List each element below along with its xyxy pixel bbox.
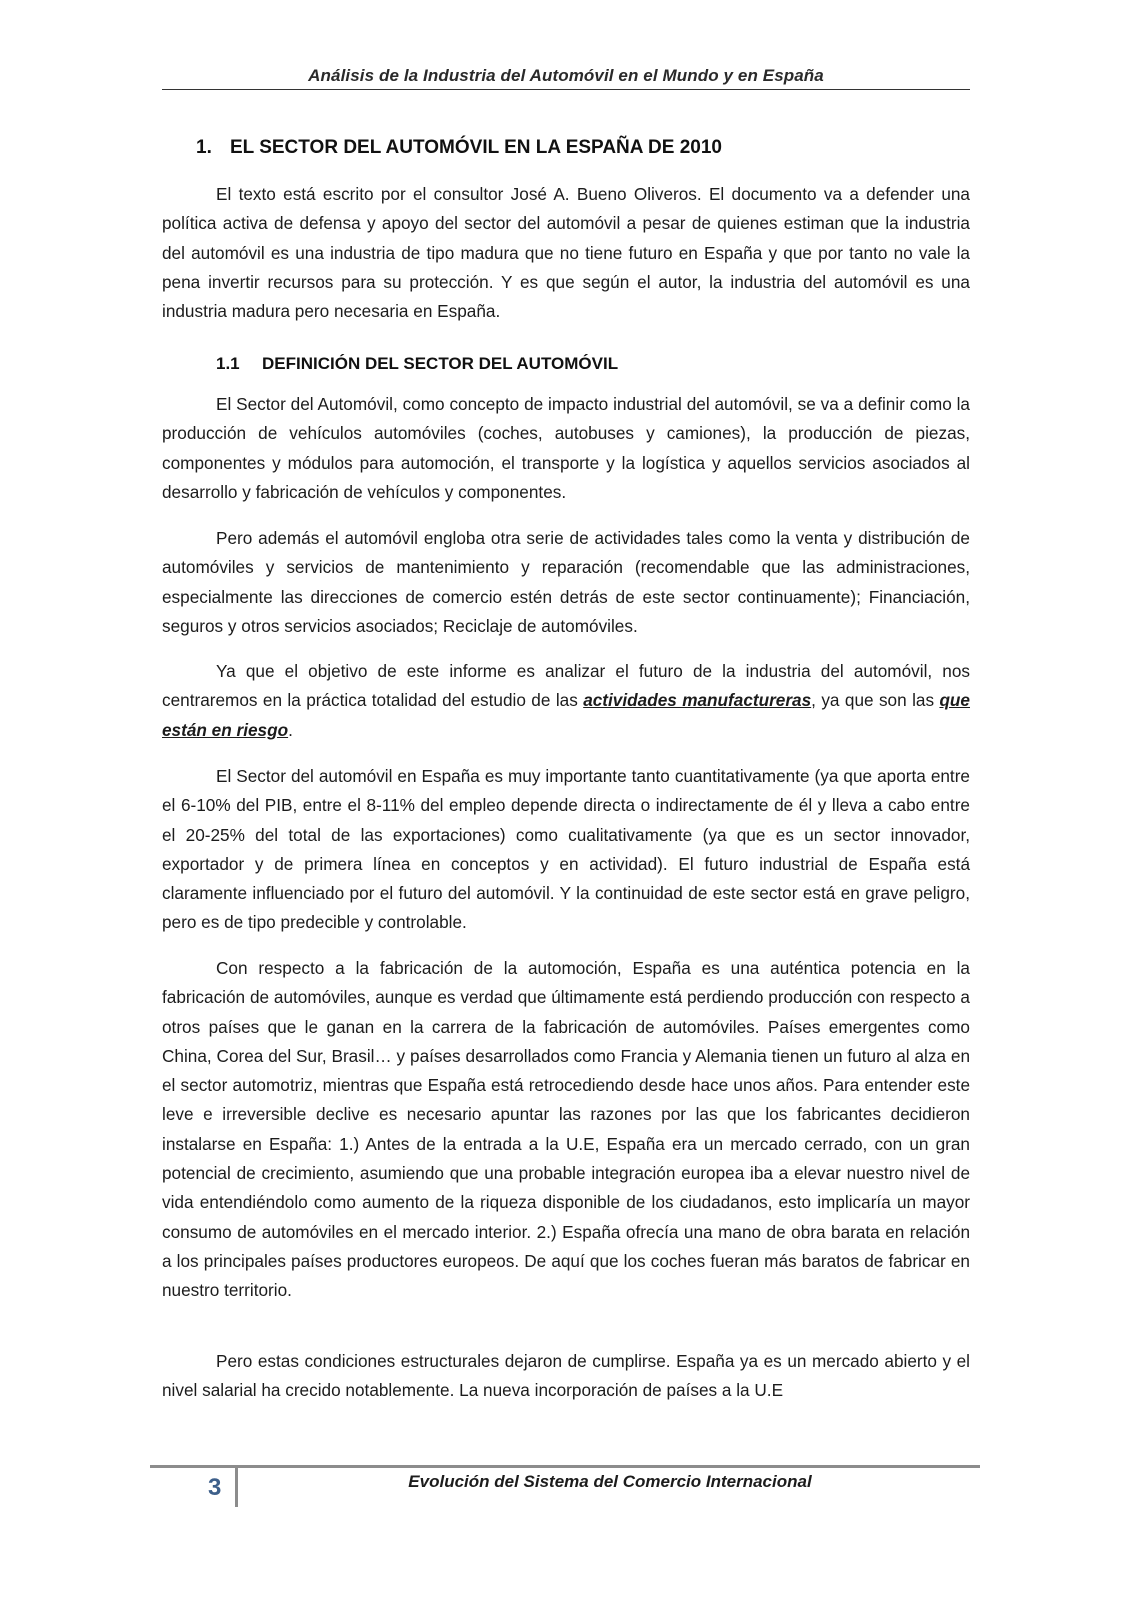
emphasis-que-estan-en-riesgo: que están en riesgo xyxy=(162,690,970,740)
paragraph-manufacturing: Con respecto a la fabricación de la automoción, España es una auténtica potencia en la fabricación de automóviles, aunque es verdad que últimamente está perdiendo producción con respecto a otros países que le ganan en la carrera de la fabricación de automóviles. Países emergentes como China, Corea del Sur, Brasil… y países desarrollados como Francia y Alemania tienen un futuro al alza en el sector automotriz, mientras que España está retrocediendo desde hace unos años. Para entender este leve e irreversible declive es necesario apuntar las razones por las que los fabricantes decidieron instalarse en España: 1.) Antes de la entrada a la U.E, España era un mercado cerrado, con un gran potencial de crecimiento, asumiendo que una probable integración europea iba a elevar nuestro nivel de vida entendiéndolo como aumento de la riqueza disponible de los ciudadanos, esto implicaría un mayor consumo de automóviles en el mercado interior. 2.) España ofrecía una mano de obra barata en relación a los principales países productores europeos. De aquí que los coches fueran más baratos de fabricar en nuestro territorio. xyxy=(162,958,970,1301)
section-number: 1. xyxy=(196,137,212,158)
header-rule xyxy=(162,89,970,90)
paragraph-conditions: Pero estas condiciones estructurales dejaron de cumplirse. España ya es un mercado abierto y el nivel salarial ha crecido notablemente. La nueva incorporación de países a la U.E xyxy=(162,1351,970,1401)
subsection-number: 1.1 xyxy=(216,354,240,373)
emphasis-actividades-manufactureras: actividades manufactureras xyxy=(583,690,812,711)
footer-separator xyxy=(235,1468,238,1507)
paragraph-objective-text-a: Ya que el objetivo de este informe es analizar el futuro de la industria del automóvil, nos centraremos en la práctica totalidad del estudio de las xyxy=(162,661,970,711)
section-title: EL SECTOR DEL AUTOMÓVIL EN LA ESPAÑA DE 2010 xyxy=(230,137,722,158)
paragraph-definition: El Sector del Automóvil, como concepto de impacto industrial del automóvil, se va a definir como la producción de vehículos automóviles (coches, autobuses y camiones), la producción de piezas, componentes y módulos para automoción, el transporte y la logística y aquellos servicios asociados al desarrollo y fabricación de vehículos y componentes. xyxy=(162,394,970,502)
intro-paragraph: El texto está escrito por el consultor José A. Bueno Oliveros. El documento va a defender una política activa de defensa y apoyo del sector del automóvil a pesar de quienes estiman que la industria del automóvil es una industria de tipo madura que no tiene futuro en España y que por tanto no vale la pena invertir recursos para su protección. Y es que según el autor, la industria del automóvil es una industria madura pero necesaria en España. xyxy=(162,184,970,322)
section-heading xyxy=(196,137,722,159)
running-header: Análisis de la Industria del Automóvil en el Mundo y en España xyxy=(308,66,824,85)
paragraph-objective-text-b: , ya que son las xyxy=(811,690,940,711)
footer-rule xyxy=(150,1465,980,1468)
subsection-heading xyxy=(216,354,618,374)
paragraph-objective-text-c: . xyxy=(288,719,293,740)
paragraph-objective xyxy=(162,657,970,745)
paragraph-importance: El Sector del automóvil en España es muy importante tanto cuantitativamente (ya que aporta entre el 6-10% del PIB, entre el 8-11% del empleo depende directa o indirectamente de él y lleva a cabo entre el 20-25% del total de las exportaciones) como cualitativamente (ya que es un sector innovador, exportador y de primera línea en conceptos y en actividad). El futuro industrial de España está claramente influenciado por el futuro del automóvil. Y la continuidad de este sector está en grave peligro, pero es de tipo predecible y controlable. xyxy=(162,766,970,933)
page-number: 3 xyxy=(208,1474,222,1501)
paragraph-activities: Pero además el automóvil engloba otra serie de actividades tales como la venta y distribución de automóviles y servicios de mantenimiento y reparación (recomendable que las administraciones, especialmente las direcciones de comercio estén detrás de este sector continuamente); Financiación, seguros y otros servicios asociados; Reciclaje de automóviles. xyxy=(162,528,970,636)
subsection-title: DEFINICIÓN DEL SECTOR DEL AUTOMÓVIL xyxy=(262,354,619,373)
running-footer: Evolución del Sistema del Comercio Internacional xyxy=(408,1472,812,1491)
